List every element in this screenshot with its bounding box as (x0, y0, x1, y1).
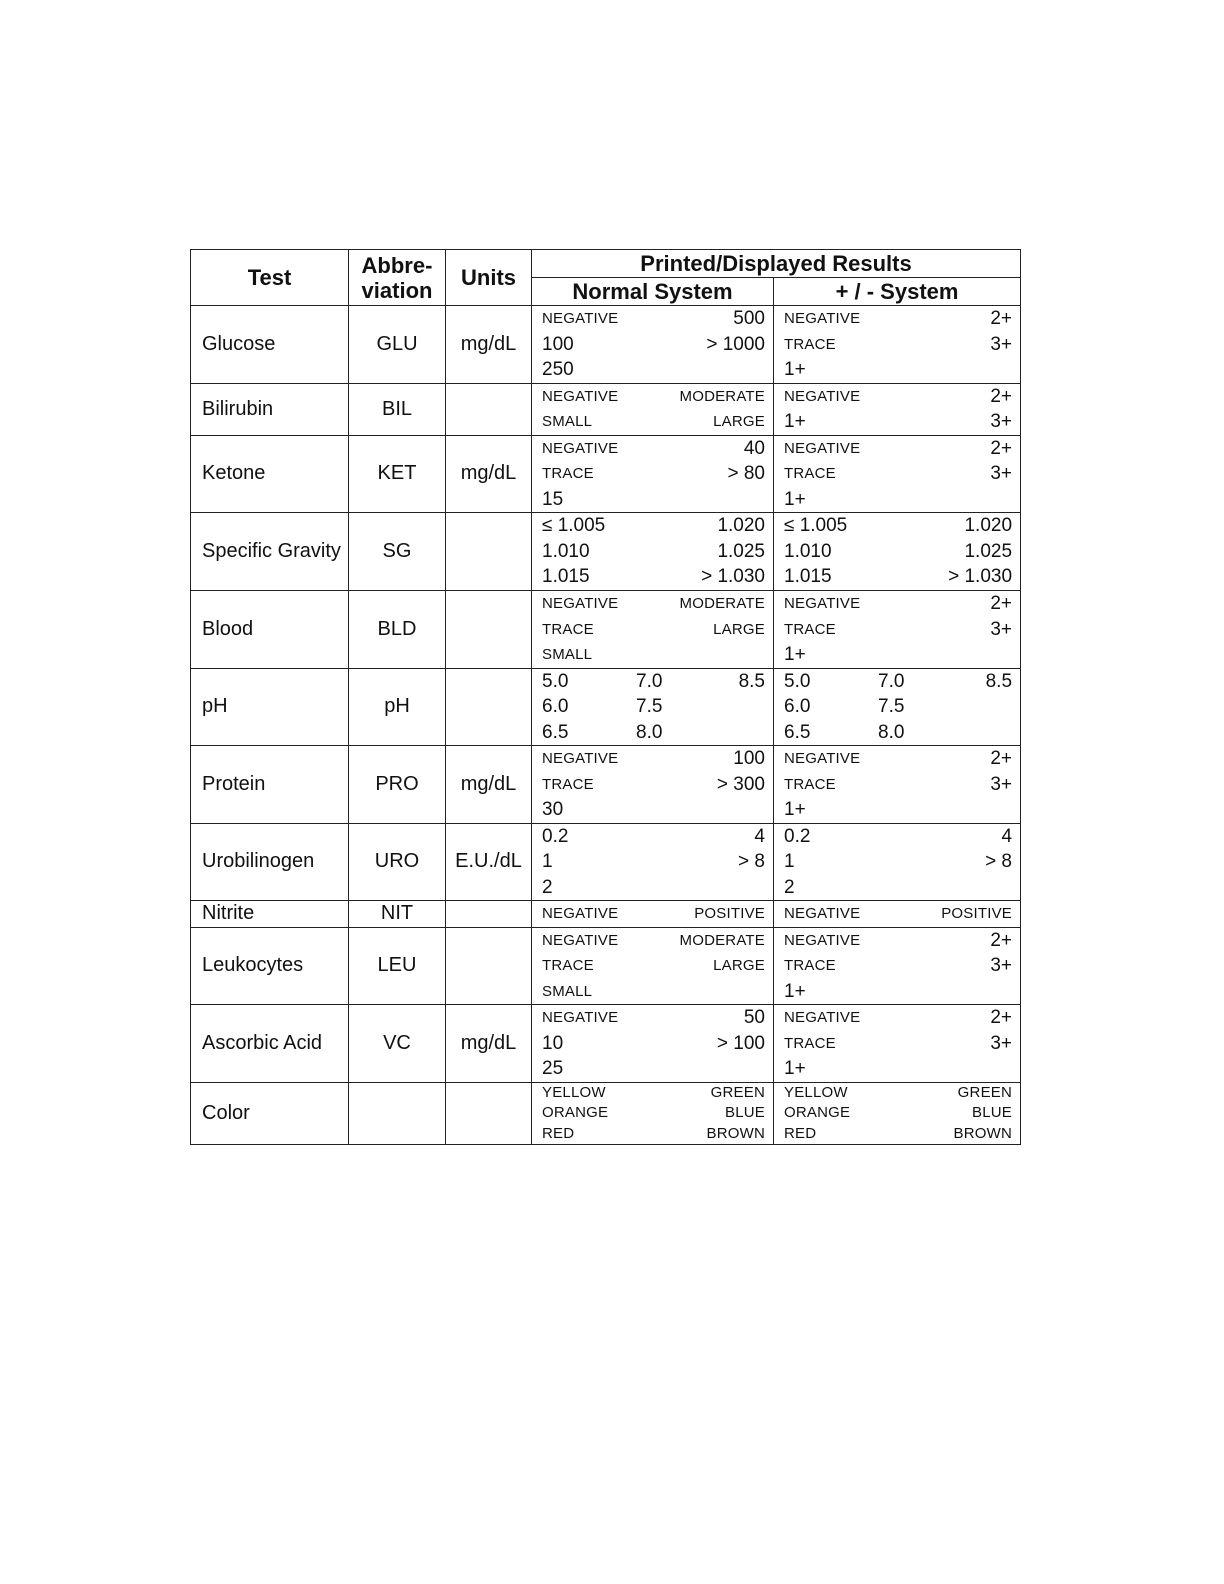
result-value: 100 (542, 333, 574, 355)
result-value: 8.5 (985, 670, 1013, 692)
plus-minus-system-results (774, 435, 1021, 513)
result-value: BROWN (706, 1124, 765, 1142)
plus-minus-system-results (774, 306, 1021, 384)
abbreviation-cell: VC (349, 1005, 446, 1083)
result-value (717, 797, 765, 823)
result-value: NEGATIVE (784, 595, 861, 612)
test-name-cell: Color (191, 1082, 349, 1145)
result-value: TRACE (784, 465, 836, 482)
result-value: NEGATIVE (784, 1009, 861, 1026)
test-name-cell: pH (191, 668, 349, 746)
result-value: > 8 (985, 851, 1013, 872)
abbreviation-cell: PRO (349, 746, 446, 824)
result-value (990, 357, 1012, 383)
result-value: NEGATIVE (542, 905, 619, 922)
result-value: NEGATIVE (542, 595, 619, 612)
result-value: 3+ (990, 955, 1013, 976)
header-printed-displayed-results: Printed/Displayed Results (532, 250, 1021, 278)
units-cell: mg/dL (446, 306, 532, 384)
result-value (990, 642, 1012, 668)
plus-minus-system-results (774, 591, 1021, 669)
result-value: 1.010 (542, 540, 590, 562)
result-value: 3+ (990, 618, 1013, 640)
test-name-cell: Bilirubin (191, 383, 349, 435)
result-value: > 100 (716, 1032, 765, 1054)
units-cell (446, 591, 532, 669)
plus-minus-system-results (774, 383, 1021, 435)
normal-system-results (532, 306, 774, 384)
result-value: 5.0 (542, 670, 569, 692)
result-value: NEGATIVE (542, 310, 619, 327)
result-value: 7.0 (636, 670, 663, 692)
result-value: 10 (542, 1032, 564, 1054)
table-row (191, 435, 1021, 513)
test-name-cell: Ketone (191, 435, 349, 513)
result-value: MODERATE (679, 387, 765, 405)
test-name-cell: Protein (191, 746, 349, 824)
result-value: 2+ (990, 437, 1013, 459)
result-value: TRACE (542, 465, 594, 482)
result-value: > 1.030 (948, 566, 1013, 588)
result-value: NEGATIVE (784, 310, 861, 327)
normal-system-results (532, 513, 774, 591)
result-value (680, 642, 766, 668)
normal-system-results (532, 383, 774, 435)
result-value: 1.010 (784, 540, 832, 562)
result-value: 3+ (990, 411, 1013, 432)
result-value: YELLOW (784, 1083, 848, 1101)
header-normal-system: Normal System (532, 278, 774, 306)
result-value: LARGE (713, 620, 765, 638)
test-name-cell: Urobilinogen (191, 823, 349, 901)
result-value (990, 979, 1012, 1005)
result-value: 7.5 (878, 696, 905, 717)
units-cell (446, 668, 532, 746)
header-abbreviation: Abbre- viation (349, 250, 446, 306)
abbreviation-cell: LEU (349, 927, 446, 1005)
table-row (191, 383, 1021, 435)
result-value: BLUE (972, 1104, 1013, 1121)
result-value: MODERATE (679, 595, 765, 612)
normal-system-results (532, 927, 774, 1005)
result-value: TRACE (784, 957, 836, 974)
units-cell (446, 513, 532, 591)
plus-minus-system-results (774, 823, 1021, 901)
result-value: 0.2 (784, 825, 811, 847)
test-name-cell: Leukocytes (191, 927, 349, 1005)
result-value: 2+ (990, 748, 1013, 769)
result-value: TRACE (542, 620, 594, 638)
abbreviation-cell: pH (349, 668, 446, 746)
result-value (986, 694, 1012, 720)
abbreviation-cell: URO (349, 823, 446, 901)
result-value: NEGATIVE (784, 439, 861, 457)
result-value (990, 487, 1012, 513)
result-value: GREEN (710, 1083, 765, 1101)
result-value: 2+ (990, 929, 1013, 951)
result-value: ≤ 1.005 (784, 515, 848, 537)
result-value: 1 (784, 851, 795, 872)
result-value: 3+ (990, 1032, 1013, 1054)
abbreviation-cell: BLD (349, 591, 446, 669)
result-value: NEGATIVE (784, 387, 861, 405)
plus-minus-system-results (774, 668, 1021, 746)
result-value: POSITIVE (941, 905, 1013, 922)
result-value: NEGATIVE (784, 750, 861, 767)
result-value: GREEN (957, 1083, 1013, 1101)
result-value: 1.025 (717, 540, 765, 562)
result-value (727, 487, 765, 513)
result-value: TRACE (542, 775, 594, 793)
result-value: BLUE (725, 1104, 765, 1121)
units-cell: mg/dL (446, 1005, 532, 1083)
result-value: 1+ (784, 488, 806, 510)
normal-system-results (532, 591, 774, 669)
result-value: 6.5 (784, 721, 811, 743)
result-value: NEGATIVE (784, 931, 861, 949)
result-value: 3+ (990, 773, 1013, 795)
result-value: 15 (542, 488, 564, 510)
result-value: 1+ (784, 644, 806, 665)
normal-system-results (532, 901, 774, 928)
result-value: 250 (542, 359, 574, 380)
result-value (739, 694, 765, 720)
normal-system-results (532, 746, 774, 824)
result-value: 25 (542, 1058, 564, 1079)
abbreviation-cell: BIL (349, 383, 446, 435)
result-value: SMALL (542, 413, 593, 430)
result-value: 1+ (784, 359, 806, 380)
result-value: RED (542, 1124, 575, 1142)
table-row (191, 901, 1021, 928)
result-value (717, 1056, 765, 1082)
urinalysis-results-table (190, 249, 1021, 1145)
result-value: 8.0 (636, 721, 663, 743)
result-value: YELLOW (542, 1083, 606, 1101)
result-value: 2+ (990, 308, 1013, 329)
result-value: TRACE (542, 957, 594, 974)
result-value: 30 (542, 799, 564, 820)
result-value (739, 720, 765, 746)
result-value: 5.0 (784, 670, 811, 692)
result-value: TRACE (784, 775, 836, 793)
result-value: ORANGE (784, 1104, 851, 1121)
table-row (191, 746, 1021, 824)
result-value: 0.2 (542, 825, 569, 847)
result-value: 1.020 (717, 515, 765, 537)
units-cell: mg/dL (446, 746, 532, 824)
result-value: 7.0 (878, 670, 905, 692)
result-value: 2+ (990, 593, 1013, 614)
result-value: 50 (743, 1007, 765, 1028)
result-value: NEGATIVE (542, 1009, 619, 1026)
result-value: 1+ (784, 411, 806, 432)
result-value: 1.025 (964, 540, 1013, 562)
result-value: MODERATE (679, 931, 765, 949)
units-cell (446, 927, 532, 1005)
result-value: 1+ (784, 980, 806, 1002)
table-row (191, 1005, 1021, 1083)
normal-system-results (532, 823, 774, 901)
normal-system-results (532, 1005, 774, 1083)
result-value: TRACE (784, 620, 836, 638)
result-value: NEGATIVE (542, 931, 619, 949)
table-body (191, 306, 1021, 1145)
result-value: TRACE (784, 335, 836, 353)
result-value: 3+ (990, 333, 1013, 355)
result-value: > 1.030 (701, 566, 765, 588)
abbreviation-cell: KET (349, 435, 446, 513)
result-value: BROWN (953, 1124, 1013, 1142)
result-value: POSITIVE (694, 905, 765, 922)
header-test: Test (191, 250, 349, 306)
test-name-cell: Glucose (191, 306, 349, 384)
result-value: LARGE (713, 413, 765, 430)
plus-minus-system-results (774, 927, 1021, 1005)
result-value: RED (784, 1124, 817, 1142)
result-value: 2 (784, 876, 795, 898)
plus-minus-system-results (774, 1005, 1021, 1083)
result-value: > 8 (738, 851, 765, 872)
header-plus-minus-system: + / - System (774, 278, 1021, 306)
result-value: SMALL (542, 646, 593, 663)
result-value: ORANGE (542, 1104, 609, 1121)
result-value: 6.0 (542, 696, 569, 717)
normal-system-results (532, 668, 774, 746)
units-cell: mg/dL (446, 435, 532, 513)
result-value (985, 875, 1012, 901)
result-value: 8.5 (738, 670, 765, 692)
result-value: 1.015 (784, 566, 832, 588)
units-cell (446, 383, 532, 435)
table-row (191, 306, 1021, 384)
normal-system-results (532, 1082, 774, 1145)
result-value: 2 (542, 876, 553, 898)
result-value: 1+ (784, 799, 806, 820)
header-units: Units (446, 250, 532, 306)
plus-minus-system-results (774, 901, 1021, 928)
normal-system-results (532, 435, 774, 513)
result-value: 100 (733, 748, 765, 769)
result-value: > 300 (716, 773, 765, 795)
result-value: 1 (542, 851, 553, 872)
result-value: 1.015 (542, 566, 590, 588)
result-value (986, 720, 1012, 746)
test-name-cell: Nitrite (191, 901, 349, 928)
table-row (191, 668, 1021, 746)
plus-minus-system-results (774, 746, 1021, 824)
result-value: 2+ (990, 385, 1013, 407)
plus-minus-system-results (774, 513, 1021, 591)
table-row (191, 823, 1021, 901)
result-value: 1.020 (964, 515, 1013, 537)
result-value: 6.0 (784, 696, 811, 717)
units-cell: E.U./dL (446, 823, 532, 901)
result-value: 8.0 (878, 721, 905, 743)
result-value: NEGATIVE (542, 750, 619, 767)
result-value: LARGE (713, 957, 765, 974)
test-name-cell: Specific Gravity (191, 513, 349, 591)
table-row (191, 513, 1021, 591)
result-value: NEGATIVE (542, 439, 619, 457)
result-value: 500 (733, 308, 765, 329)
units-cell (446, 901, 532, 928)
result-value: 6.5 (542, 721, 569, 743)
table-row (191, 927, 1021, 1005)
test-name-cell: Blood (191, 591, 349, 669)
result-value: NEGATIVE (542, 387, 619, 405)
plus-minus-system-results (774, 1082, 1021, 1145)
abbreviation-cell: NIT (349, 901, 446, 928)
table-row (191, 591, 1021, 669)
result-value: 40 (743, 437, 765, 459)
table-row (191, 1082, 1021, 1145)
result-value: NEGATIVE (784, 905, 861, 922)
abbreviation-cell: SG (349, 513, 446, 591)
result-value: 3+ (990, 463, 1013, 484)
abbreviation-cell: GLU (349, 306, 446, 384)
result-value (990, 797, 1012, 823)
result-value: 1+ (784, 1058, 806, 1079)
result-value (706, 357, 765, 383)
result-value: 7.5 (636, 696, 663, 717)
result-value: 4 (1001, 825, 1013, 847)
result-value: 2+ (990, 1007, 1013, 1028)
units-cell (446, 1082, 532, 1145)
result-value (990, 1056, 1012, 1082)
result-value: SMALL (542, 982, 593, 1000)
abbreviation-cell (349, 1082, 446, 1145)
test-name-cell: Ascorbic Acid (191, 1005, 349, 1083)
result-value: > 1000 (706, 333, 765, 355)
result-value: TRACE (784, 1034, 836, 1052)
result-value (680, 979, 766, 1005)
result-value: 4 (754, 825, 765, 847)
result-value (738, 875, 765, 901)
result-value: ≤ 1.005 (542, 515, 606, 537)
result-value: > 80 (727, 463, 765, 484)
